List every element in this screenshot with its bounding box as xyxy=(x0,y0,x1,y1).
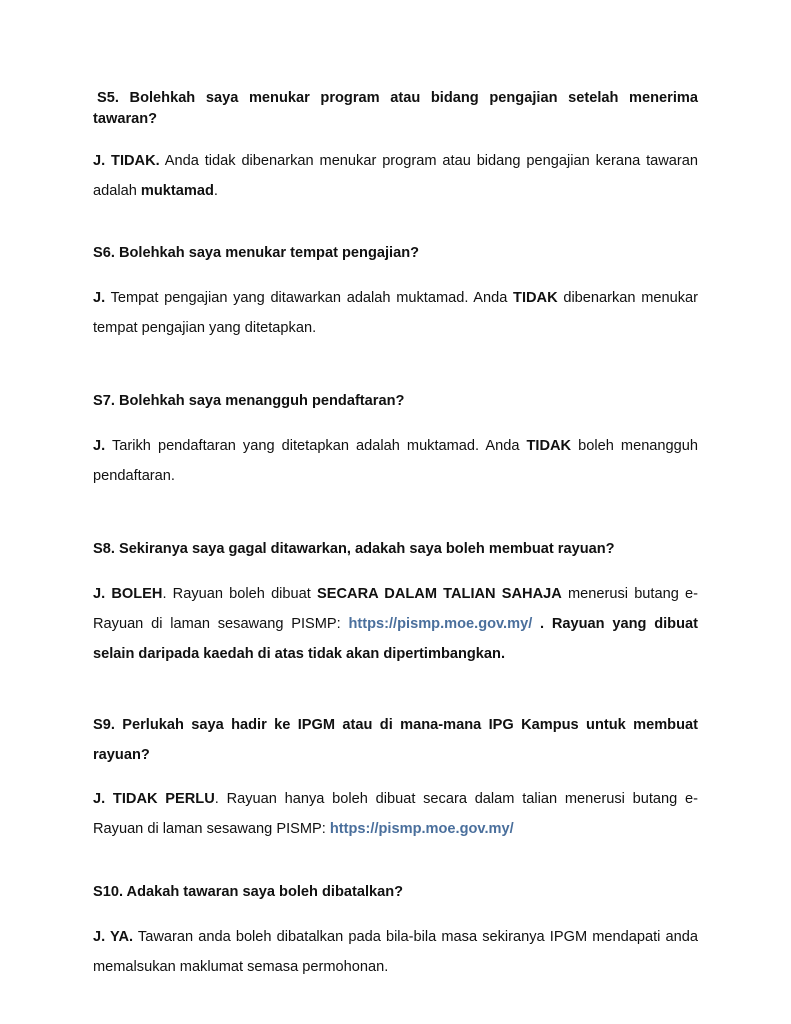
answer-text: . Rayuan boleh dibuat xyxy=(162,586,318,602)
answer-bold: Rayuan yang dibuat selain daripada kaedah di atas tidak akan dipertimbangkan. xyxy=(93,616,698,662)
answer-text: Tempat pengajian yang ditawarkan adalah muktamad. Anda xyxy=(105,290,514,306)
answer-text: Tawaran anda boleh dibatalkan pada bila-bila masa sekiranya IPGM mendapati anda memalsukan maklumat semasa permohonan. xyxy=(93,929,699,975)
answer-s8 xyxy=(93,579,698,669)
faq-item-s8 xyxy=(93,539,698,669)
faq-item-s9 xyxy=(93,710,698,844)
answer-bold: TIDAK xyxy=(513,290,558,306)
answer-text: dibenarkan menukar tempat pengajian yang ditetapkan. xyxy=(93,290,698,336)
pismp-link[interactable]: https://pismp.moe.gov.my/ xyxy=(348,616,533,632)
answer-s7 xyxy=(93,431,698,491)
faq-item-s6 xyxy=(93,243,698,343)
answer-text: Tarikh pendaftaran yang ditetapkan adalah muktamad. Anda xyxy=(105,438,527,454)
faq-item-s5 xyxy=(93,88,698,206)
answer-lead: J. TIDAK. xyxy=(93,153,160,169)
answer-lead: J. TIDAK PERLU xyxy=(93,791,215,807)
answer-bold: muktamad xyxy=(140,183,214,199)
answer-text: . xyxy=(532,616,552,632)
answer-s9 xyxy=(93,784,698,844)
answer-text: Anda tidak dibenarkan menukar program atau bidang pengajian kerana tawaran adalah xyxy=(93,153,698,199)
question-s9: S9. Perlukah saya hadir ke IPGM atau di mana-mana IPG Kampus untuk membuat rayuan? xyxy=(93,717,698,763)
answer-lead: J. YA. xyxy=(93,929,134,945)
answer-s10 xyxy=(93,922,698,982)
answer-lead: J. BOLEH xyxy=(93,586,163,602)
answer-text: menerusi butang e-Rayuan di laman sesawang PISMP: xyxy=(93,586,698,632)
question-s10: S10. Adakah tawaran saya boleh dibatalkan? xyxy=(93,884,404,900)
answer-bold: SECARA DALAM TALIAN SAHAJA xyxy=(317,586,562,602)
answer-bold: TIDAK xyxy=(526,438,572,454)
pismp-link[interactable]: https://pismp.moe.gov.my/ xyxy=(329,821,514,837)
question-s6: S6. Bolehkah saya menukar tempat pengajian? xyxy=(93,245,420,261)
answer-lead: J. xyxy=(93,290,106,306)
question-s8: S8. Sekiranya saya gagal ditawarkan, adakah saya boleh membuat rayuan? xyxy=(93,541,615,557)
answer-s5 xyxy=(93,146,698,206)
answer-text: boleh menangguh pendaftaran. xyxy=(93,438,699,484)
question-s7: S7. Bolehkah saya menangguh pendaftaran? xyxy=(93,393,405,409)
answer-lead: J. xyxy=(93,438,106,454)
faq-item-s7 xyxy=(93,391,698,491)
faq-item-s10 xyxy=(93,882,698,982)
question-s5: S5. Bolehkah saya menukar program atau bidang pengajian setelah menerima tawaran? xyxy=(93,90,698,127)
answer-text: . xyxy=(213,183,218,199)
answer-text: . Rayuan hanya boleh dibuat secara dalam talian menerusi butang e-Rayuan di laman sesawang PISMP: xyxy=(93,791,699,837)
answer-s6 xyxy=(93,283,698,343)
